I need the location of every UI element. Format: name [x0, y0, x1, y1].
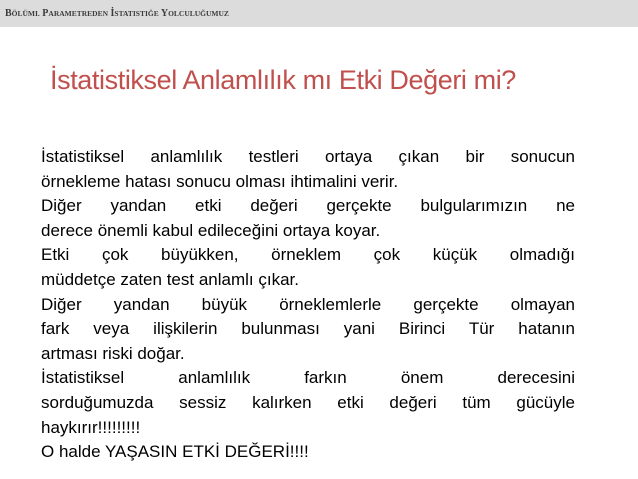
body-line: Etki çok büyükken, örneklem çok küçük olmadığı: [41, 245, 575, 265]
header-part: ÖLÜMI.: [11, 9, 40, 18]
body-line: O halde YAŞASIN ETKİ DEĞERİ!!!!: [41, 442, 309, 462]
body-line: müddetçe zaten test anlamlı çıkar.: [41, 269, 299, 289]
header-part: STATISTIĞE: [114, 9, 159, 18]
body-line: Diğer yandan büyük örneklemlerle gerçekte olmayan: [41, 294, 575, 314]
body-line: haykırır!!!!!!!!!: [41, 417, 141, 437]
header-part: B: [5, 8, 12, 19]
body-line: İstatistiksel anlamlılık farkın önem derecesini: [41, 368, 575, 388]
slide-title: İstatistiksel Anlamlılık mı Etki Değeri mi?: [50, 65, 516, 95]
slide-body: [41, 145, 575, 465]
header-part: P: [39, 8, 49, 19]
section-header: [5, 8, 229, 19]
body-line: örnekleme hatası sonucu olması ihtimalini verir.: [41, 171, 399, 191]
slide-header-bar: [0, 0, 638, 27]
body-line: derece önemli kabul edileceğini ortaya koyar.: [41, 220, 381, 240]
header-part: İ: [108, 8, 115, 19]
header-part: ARAMETREDEN: [48, 9, 108, 18]
body-line: fark veya ilişkilerin bulunması yani Birinci Tür hatanın: [41, 319, 575, 339]
body-line: Diğer yandan etki değeri gerçekte bulgularımızın ne: [41, 196, 575, 216]
body-line: İstatistiksel anlamlılık testleri ortaya çıkan bir sonucun: [41, 147, 575, 166]
header-part: Y: [158, 8, 169, 19]
body-line: artması riski doğar.: [41, 343, 185, 363]
header-part: OLCULUĞUMUZ: [168, 9, 229, 18]
body-line: sorduğumuzda sessiz kalırken etki değeri tüm gücüyle: [41, 392, 575, 412]
